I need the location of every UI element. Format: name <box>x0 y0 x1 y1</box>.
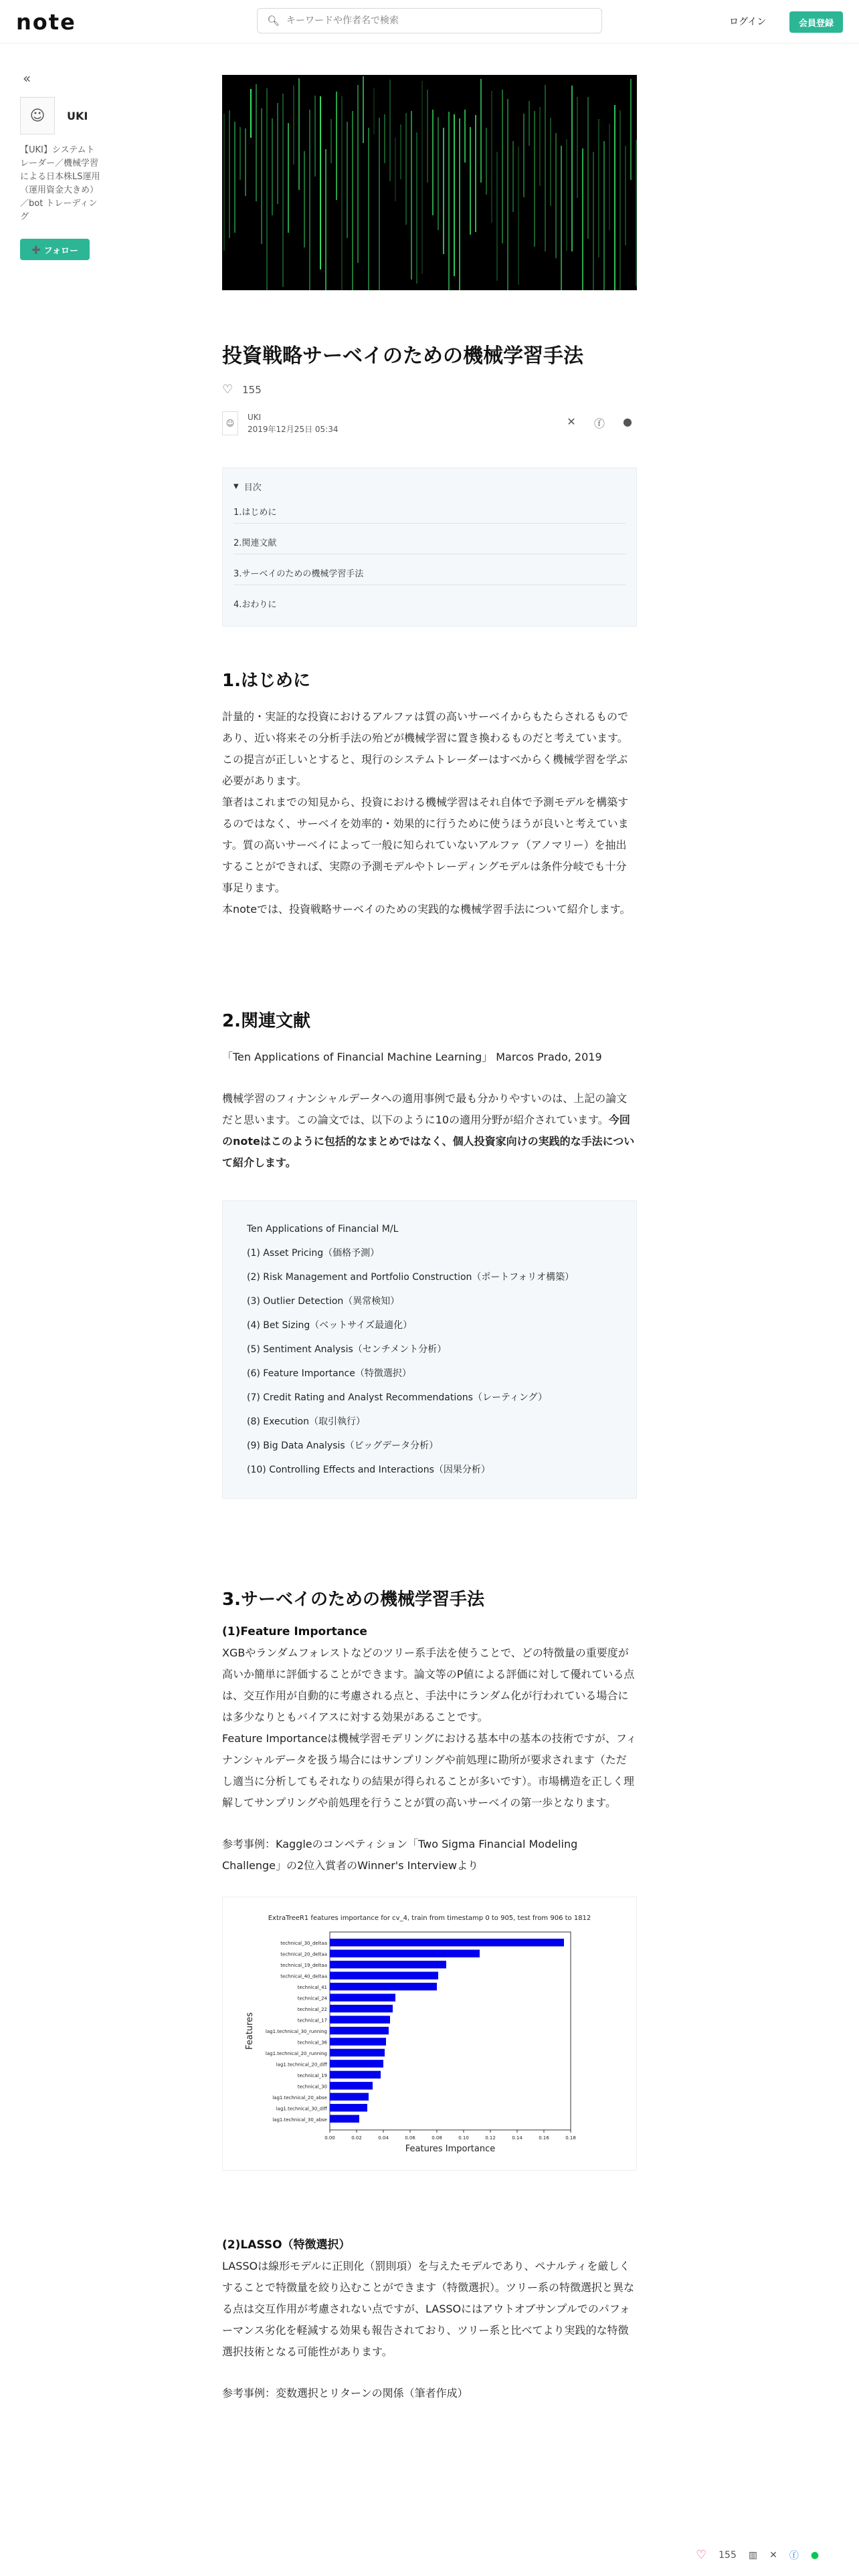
avatar[interactable]: ☺ <box>20 97 55 134</box>
list-item: (8) Execution（取引執行） <box>247 1416 365 1427</box>
site-header <box>0 0 859 43</box>
chart-bar <box>330 1961 446 1968</box>
y-tick-label: technical_30_deltaa <box>280 1941 327 1947</box>
heart-icon[interactable]: ♡ <box>696 2548 707 2562</box>
search-icon: 🔍︎ <box>267 15 280 27</box>
y-tick-label: technical_24 <box>297 1996 327 2002</box>
toc-heading: 目次 <box>244 483 262 493</box>
author-description: 【UKI】システムトレーダー／機械学習による日本株LS運用（運用資金大きめ）／bot トレーディング <box>20 145 100 222</box>
login-link[interactable]: ログイン <box>729 17 767 27</box>
line-share-icon[interactable]: ● <box>810 2549 820 2561</box>
chart-bar <box>330 2082 373 2089</box>
paragraph: 参考事例：変数選択とリターンの関係（筆者作成） <box>222 2387 468 2399</box>
y-tick-label: technical_20_deltaa <box>280 1951 327 1957</box>
reference-line: 「Ten Applications of Financial Machine Learning」 Marcos Prado, 2019 <box>222 1051 602 1063</box>
applications-box <box>222 1200 637 1499</box>
chart-bar <box>330 1971 438 1979</box>
subsection-heading: (1)Feature Importance <box>222 1625 367 1638</box>
y-tick-label: lag1.technical_20_running <box>265 2050 327 2056</box>
article-title: 投資戦略サーベイのための機械学習手法 <box>222 344 583 368</box>
paragraph: 筆者はこれまでの知見から、投資における機械学習はそれ自体で予測モデルを構築するのではなく、サーベイを効率的・効果的に行うために使うほうが良いと考えています。質の高いサーベイによって一般に知られていないアルファ（アノマリー）を抽出することができれば、実際の予測モデルやトレーディングモデルは条件分岐でも十分事足ります。 <box>222 796 629 894</box>
author-name[interactable]: UKI <box>67 109 88 122</box>
floating-like-count: 155 <box>719 2549 737 2561</box>
y-tick-label: lag1.technical_30_diff <box>276 2106 327 2112</box>
y-tick-label: technical_17 <box>297 2018 327 2024</box>
y-tick-label: technical_19 <box>297 2072 327 2078</box>
y-tick-label: technical_36 <box>297 2040 327 2046</box>
section-heading: 3.サーベイのための機械学習手法 <box>222 1590 484 1610</box>
x-tick-label: 0.12 <box>485 2135 496 2141</box>
toc-item[interactable]: 2.関連文献 <box>233 528 626 554</box>
paragraph-bold: 今回のnoteはこのように包括的なまとめではなく、個人投資家向けの実践的な手法について紹介します。 <box>222 1113 635 1169</box>
x-tick-label: 0.10 <box>458 2135 469 2141</box>
paragraph: 計量的・実証的な投資におけるアルファは質の高いサーベイからもたらされるものであり、近い将来その分析手法の殆どが機械学習に置き換わるものだと考えています。この提言が正しいとすると、現行のシステムトレーダーはすべからく機械学習を学ぶ必要があります。 <box>222 710 629 787</box>
meta-text <box>248 411 338 435</box>
floating-action-bar <box>696 2548 819 2562</box>
follow-label: フォロー <box>43 245 79 256</box>
x-tick-label: 0.04 <box>378 2135 389 2141</box>
author-sidebar <box>20 70 154 260</box>
chart-title: ExtraTreeR1 features importance for cv_4, train from timestamp 0 to 905, test from 906 to 1812 <box>268 1915 591 1922</box>
chart-bar <box>330 2005 393 2012</box>
y-tick-label: technical_30 <box>297 2084 327 2090</box>
x-share-icon[interactable]: ✕ <box>567 415 576 428</box>
y-tick-label: technical_41 <box>297 1985 327 1991</box>
chart-bar <box>330 2016 390 2023</box>
meta-author[interactable]: UKI <box>248 413 262 422</box>
list-item: (6) Feature Importance（特徴選択） <box>247 1368 411 1379</box>
list-item: (4) Bet Sizing（ベットサイズ最適化） <box>247 1320 413 1331</box>
meta-date: 2019年12月25日 05:34 <box>248 425 339 434</box>
chart-bar <box>330 1949 480 1957</box>
list-item: (7) Credit Rating and Analyst Recommendations（レーティング） <box>247 1392 547 1403</box>
list-item: (5) Sentiment Analysis（センチメント分析） <box>247 1344 447 1355</box>
section-heading: 2.関連文献 <box>222 1011 310 1031</box>
x-share-icon[interactable]: ✕ <box>769 2549 777 2561</box>
x-axis-label: Features Importance <box>405 2144 496 2154</box>
avatar[interactable]: ☺ <box>222 411 238 435</box>
collapse-sidebar-icon[interactable]: « <box>23 70 31 86</box>
paragraph: XGBやランダムフォレストなどのツリー系手法を使うことで、どの特徴量の重要度が高いか簡単に評価することができます。論文等のP値による評価に対して優れている点は、交互作用が自動的に考慮される点と、手法中にランダム化が行われている場合には多少なりともバイアスに対する効果があることです。 <box>222 1646 635 1723</box>
list-item: (3) Outlier Detection（異常検知） <box>247 1296 400 1307</box>
chart-bar <box>330 2093 369 2101</box>
y-axis-label: Features <box>245 2012 255 2050</box>
paragraph-text: 機械学習のフィナンシャルデータへの適用事例で最も分かりやすいのは、上記の論文だと思います。この論文では、以下のように10の適用分野が紹介されています。 <box>222 1092 628 1126</box>
feature-importance-chart <box>222 1897 637 2171</box>
like-count: 155 <box>242 383 262 396</box>
chart-bar <box>330 2038 386 2045</box>
heart-icon[interactable]: ♡ <box>222 383 233 397</box>
paragraph <box>222 1088 637 1174</box>
author-row <box>20 97 154 134</box>
chart-bar <box>330 2027 389 2034</box>
note-logo[interactable]: note <box>16 9 76 35</box>
x-tick-label: 0.18 <box>565 2135 576 2141</box>
toc-item[interactable]: 4.おわりに <box>233 600 277 610</box>
box-title: Ten Applications of Financial M/L <box>247 1224 399 1235</box>
toc-item[interactable]: 3.サーベイのための機械学習手法 <box>233 558 626 585</box>
x-tick-label: 0.16 <box>539 2135 549 2141</box>
facebook-share-icon[interactable]: ⓕ <box>789 2550 799 2561</box>
list-item: (2) Risk Management and Portfolio Construction（ポートフォリオ構築） <box>247 1272 575 1283</box>
y-tick-label: technical_22 <box>297 2007 327 2013</box>
toc-toggle[interactable] <box>233 480 626 493</box>
list-item: (10) Controlling Effects and Interactions（因果分析） <box>247 1465 490 1475</box>
signup-button[interactable]: 会員登録 <box>789 11 843 33</box>
chart-bar <box>330 2049 385 2056</box>
follow-button[interactable] <box>20 239 90 260</box>
chart-svg <box>223 1897 636 2170</box>
y-tick-label: lag1.technical_20_diff <box>276 2062 327 2068</box>
toc-item[interactable]: 1.はじめに <box>233 497 626 524</box>
chart-bar <box>330 2115 359 2123</box>
paragraph: LASSOは線形モデルに正則化（罰則項）を与えたモデルであり、ペナルティを厳しくすることで特徴量を絞り込むことができます（特徴選択）。ツリー系の特徴選択と異なる点は交互作用が考慮されない点ですが、LASSOにはアウトオブサンプルでのパフォーマンス劣化を軽減する効果も報告されており、ツリー系と比べてより実践的な特徴選択技術となる可能性があります。 <box>222 2260 635 2358</box>
y-tick-label: technical_19_deltaa <box>280 1963 327 1969</box>
chart-bar <box>330 1983 437 1990</box>
hero-image <box>222 75 637 290</box>
x-tick-label: 0.08 <box>432 2135 442 2141</box>
caret-down-icon: ▼ <box>233 483 239 490</box>
list-item: (1) Asset Pricing（価格予測） <box>247 1248 380 1259</box>
matrix-code-image <box>222 75 637 290</box>
subsection-heading: (2)LASSO（特徴選択） <box>222 2238 351 2252</box>
line-share-icon[interactable]: ● <box>623 415 632 428</box>
y-tick-label: lag1.technical_30_abse <box>272 2117 327 2123</box>
x-tick-label: 0.00 <box>324 2135 335 2141</box>
facebook-share-icon[interactable]: ⓕ <box>593 417 605 430</box>
x-tick-label: 0.14 <box>512 2135 522 2141</box>
magazine-icon[interactable]: ▥ <box>748 2549 758 2561</box>
search-box[interactable] <box>257 8 602 33</box>
y-tick-label: lag1.technical_30_running <box>265 2029 327 2034</box>
x-tick-label: 0.02 <box>351 2135 362 2141</box>
paragraph: 参考事例：Kaggleのコンペティション「Two Sigma Financial Modeling Challenge」の2位入賞者のWinner's Interviewより <box>222 1838 578 1872</box>
chart-bar <box>330 2071 381 2078</box>
paragraph: 本noteでは、投資戦略サーベイのための実践的な機械学習手法について紹介します。 <box>222 903 631 916</box>
chart-bar <box>330 1939 564 1946</box>
y-tick-label: technical_40_deltaa <box>280 1973 327 1979</box>
user-plus-icon: ➕ <box>31 245 41 254</box>
chart-bar <box>330 2060 383 2067</box>
likes-row <box>222 383 637 397</box>
table-of-contents <box>222 467 637 627</box>
chart-bar <box>330 2104 367 2111</box>
article <box>222 75 637 2404</box>
x-tick-label: 0.06 <box>405 2135 415 2141</box>
share-buttons <box>565 415 634 431</box>
search-input[interactable] <box>285 15 582 27</box>
article-meta <box>222 410 637 437</box>
paragraph: Feature Importanceは機械学習モデリングにおける基本中の基本の技術ですが、フィナンシャルデータを扱う場合にはサンプリングや前処理に勘所が要求されます（ただし適当に分析してもそれなりの結果が得られることが多いです）。市場構造を正しく理解してサンプリングや前処理を行うことが質の高いサーベイの第一歩となります。 <box>222 1732 637 1809</box>
section-heading: 1.はじめに <box>222 671 310 691</box>
list-item: (9) Big Data Analysis（ビッグデータ分析） <box>247 1440 439 1451</box>
chart-bar <box>330 1994 395 2001</box>
y-tick-label: lag1.technical_20_abse <box>272 2095 327 2101</box>
